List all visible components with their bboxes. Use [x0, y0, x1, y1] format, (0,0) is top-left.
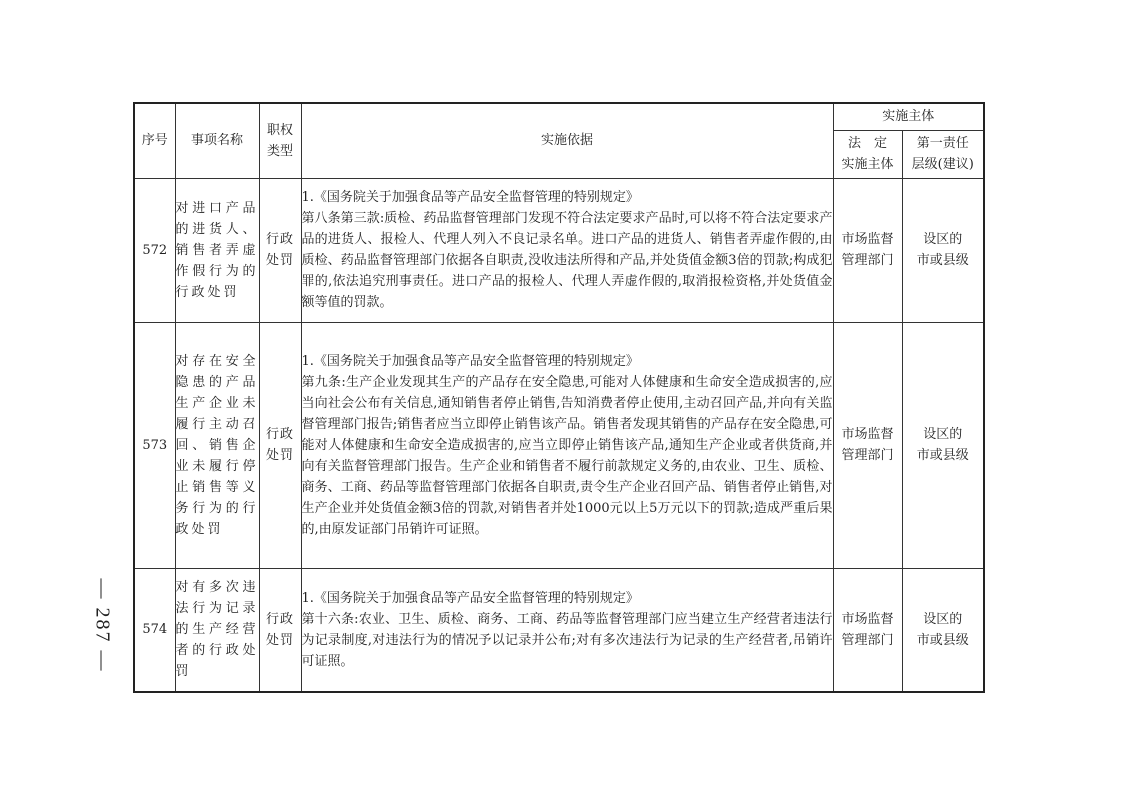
header-level-line2: 层级(建议) [911, 157, 974, 172]
header-responsibility-level [902, 130, 984, 178]
row-basis-text: 第九条:生产企业发现其生产的产品存在安全隐患,可能对人体健康和生命安全造成损害的,应当向社会公布有关信息,通知销售者停止销售,告知消费者停止使用,主动召回产品,并向有关监督管理部门报告;销售者应当立即停止销售该产品。销售者发现其销售的产品存在安全隐患,可能对人体健康和生命安全造成损害的,应当立即停止销售该产品,通知生产企业或者供货商,并向有关监督管理部门报告。生产企业和销售者不履行前款规定义务的,由农业、卫生、质检、商务、工商、药品等监督管理部门依据各自职责,责令生产企业召回产品、销售者停止销售,对生产企业并处货值金额3倍的罚款,对销售者并处1000元以上5万元以下的罚款;造成严重后果的,由原发证部门吊销许可证照。 [301, 374, 833, 537]
row-responsibility-level [902, 178, 984, 322]
row-responsibility-level [902, 322, 984, 568]
row-type [259, 322, 301, 568]
header-type-line2: 类型 [266, 143, 293, 159]
row-legal-line1: 市场监督 [841, 232, 894, 247]
table-row [134, 322, 984, 568]
row-basis [301, 568, 833, 692]
table-row [134, 178, 984, 322]
row-seq: 572 [134, 178, 175, 322]
row-legal-line1: 市场监督 [841, 427, 894, 442]
row-type-line1: 行政 [265, 611, 294, 627]
row-basis [301, 178, 833, 322]
row-type-line1: 行政 [265, 232, 294, 247]
row-level-line2: 市或县级 [916, 448, 969, 463]
row-type-line2: 处罚 [265, 253, 294, 268]
row-seq: 573 [134, 322, 175, 568]
header-legal-line1: 法 定 [847, 136, 887, 151]
row-basis-title: 1.《国务院关于加强食品等产品安全监督管理的特别规定》 [301, 190, 639, 205]
row-level-line1: 设区的 [923, 232, 963, 247]
row-type-line2: 处罚 [265, 632, 294, 648]
row-legal-subject [833, 178, 902, 322]
header-legal-line2: 实施主体 [841, 157, 894, 172]
row-legal-line2: 管理部门 [841, 253, 894, 268]
row-name: 对存在安全隐患的产品生产企业未履行主动召回、销售企业未履行停止销售等义务行为的行政处罚 [175, 322, 259, 568]
row-name: 对有多次违法行为记录的生产经营者的行政处罚 [175, 568, 259, 692]
row-level-line1: 设区的 [923, 427, 963, 442]
header-basis: 实施依据 [301, 103, 833, 178]
header-legal-subject [833, 130, 902, 178]
row-type [259, 568, 301, 692]
row-name: 对进口产品的进货人、销售者弄虚作假行为的行政处罚 [175, 178, 259, 322]
row-level-line1: 设区的 [923, 611, 963, 627]
header-type [259, 103, 301, 178]
row-basis-title: 1.《国务院关于加强食品等产品安全监督管理的特别规定》 [301, 590, 639, 606]
row-legal-line2: 管理部门 [841, 448, 894, 463]
page-number [82, 565, 122, 685]
table-row [134, 568, 984, 692]
row-type-line2: 处罚 [265, 448, 294, 463]
row-basis-text: 第八条第三款:质检、药品监督管理部门发现不符合法定要求产品时,可以将不符合法定要求产品的进货人、报检人、代理人列入不良记录名单。进口产品的进货人、销售者弄虚作假的,由质检、药品监督管理部门依据各自职责,没收违法所得和产品,并处货值金额3倍的罚款;构成犯罪的,依法追究刑事责任。进口产品的报检人、代理人弄虚作假的,取消报检资格,并处货值金额等值的罚款。 [301, 211, 833, 310]
row-type [259, 178, 301, 322]
header-subject-group: 实施主体 [833, 103, 984, 130]
row-basis-text: 第十六条:农业、卫生、质检、商务、工商、药品等监督管理部门应当建立生产经营者违法行为记录制度,对违法行为的情况予以记录并公布;对有多次违法行为记录的生产经营者,吊销许可证照。 [301, 611, 833, 669]
row-legal-line1: 市场监督 [841, 611, 894, 627]
row-level-line2: 市或县级 [916, 632, 969, 648]
row-basis-title: 1.《国务院关于加强食品等产品安全监督管理的特别规定》 [301, 353, 639, 369]
row-type-line1: 行政 [265, 427, 294, 442]
row-legal-line2: 管理部门 [841, 632, 894, 648]
row-legal-subject [833, 322, 902, 568]
row-seq: 574 [134, 568, 175, 692]
row-legal-subject [833, 568, 902, 692]
table-header [134, 103, 984, 178]
row-basis [301, 322, 833, 568]
page-number-text: — 287 — [91, 578, 114, 672]
row-level-line2: 市或县级 [916, 253, 969, 268]
header-name: 事项名称 [175, 103, 259, 178]
enforcement-table [133, 102, 985, 693]
row-responsibility-level [902, 568, 984, 692]
header-level-line1: 第一责任 [916, 136, 969, 151]
header-type-line1: 职权 [266, 122, 293, 138]
header-seq: 序号 [134, 103, 175, 178]
